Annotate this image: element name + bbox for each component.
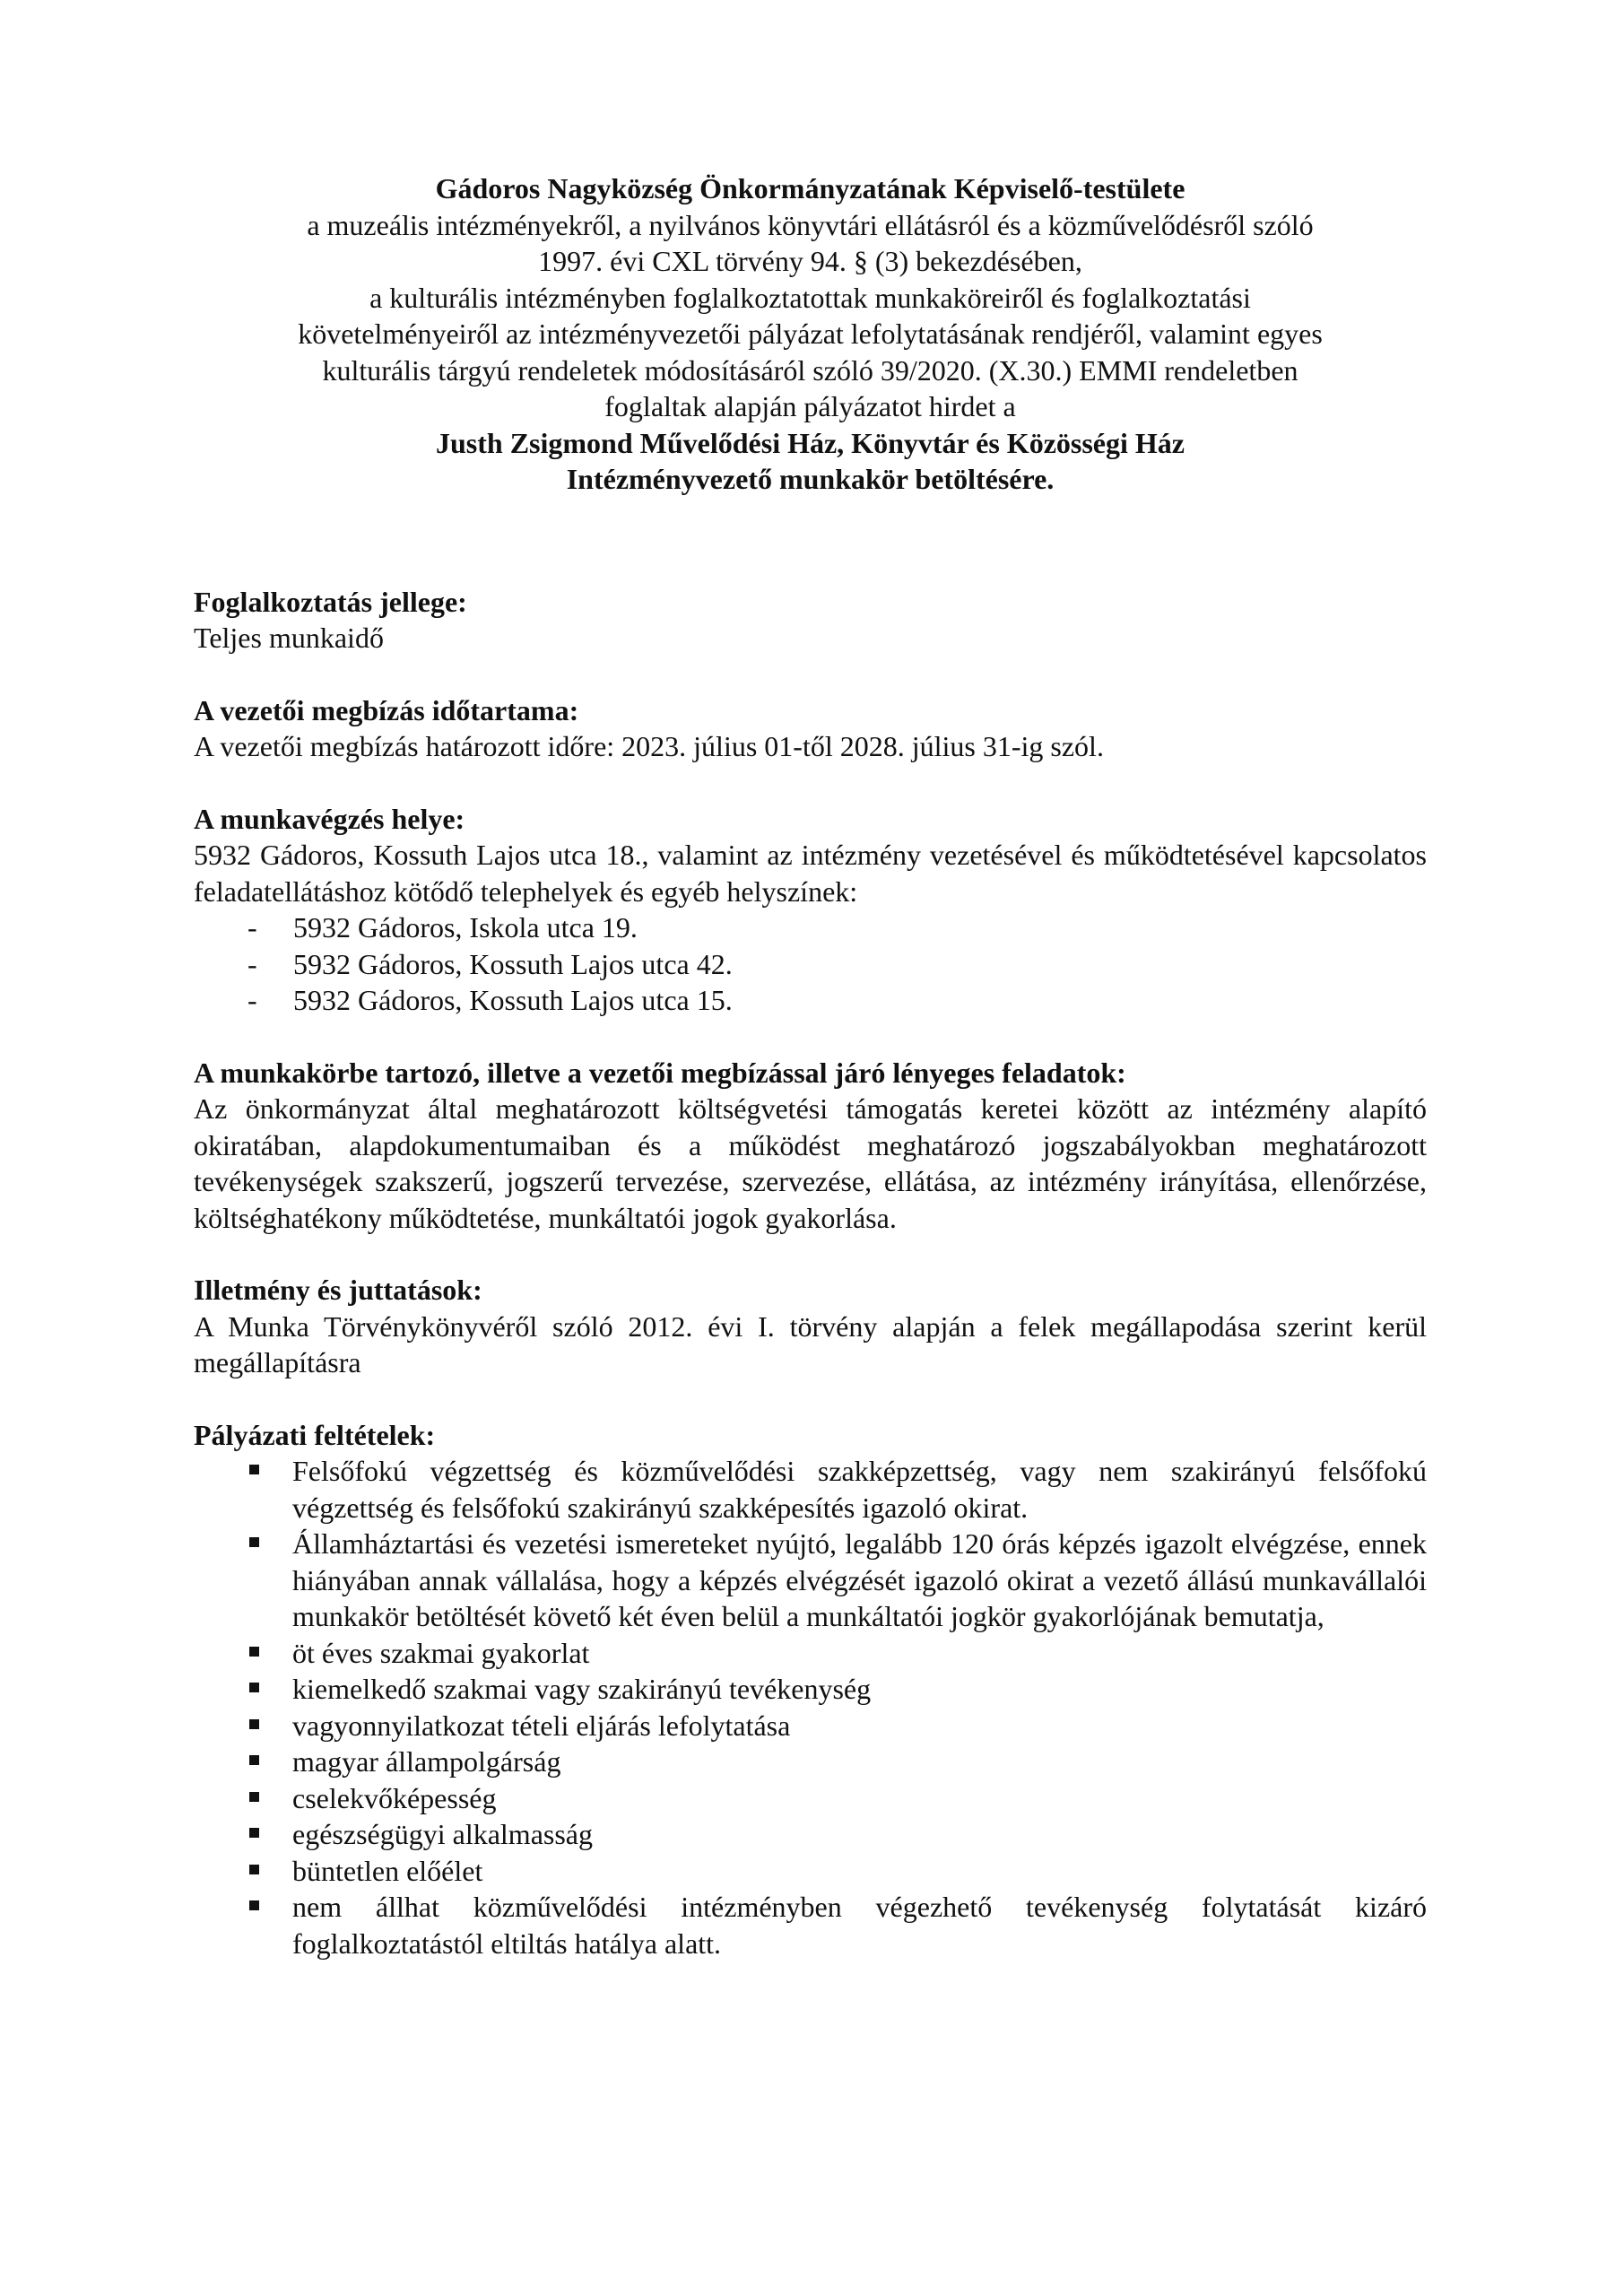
header-spacer [194, 498, 1427, 584]
condition-item [194, 1453, 1427, 1526]
section-title: A vezetői megbízás időtartama: [194, 693, 579, 726]
section-conditions [194, 1417, 1427, 1962]
condition-item [194, 1780, 1427, 1817]
square-bullet-icon [249, 1792, 259, 1802]
section-body: 5932 Gádoros, Kossuth Lajos utca 18., valamint az intézmény vezetésével és működtetésével kapcsolatos feladatellátáshoz kötődő telephelyek és egyéb helyszínek: [194, 839, 1427, 908]
conditions-list [194, 1453, 1427, 1961]
section-title: Foglalkoztatás jellege: [194, 585, 467, 618]
site-address: 5932 Gádoros, Kossuth Lajos utca 15. [293, 984, 733, 1016]
condition-item [194, 1526, 1427, 1635]
header-decree-reference-3: kulturális tárgyú rendeletek módosításáról szóló 39/2020. (X.30.) EMMI rendeletben [322, 353, 1298, 387]
square-bullet-icon [249, 1865, 259, 1874]
section-title: A munkakörbe tartozó, illetve a vezetői megbízással járó lényeges feladatok: [194, 1056, 1126, 1089]
section-body: Az önkormányzat által meghatározott költségvetési támogatás keretei között az intézmény alapító okiratában, alapdokumentumaiban és a működést meghatározó jogszabályokban meghatározott tevékenységek szakszerű, jogszerű tervezése, szervezése, ellátása, az intézmény irányítása, ellenőrzése, költséghatékony működtetése, munkáltatói jogok gyakorlása. [194, 1092, 1427, 1234]
document-header [194, 170, 1427, 498]
header-law-reference-1: a muzeális intézményekről, a nyilvános könyvtári ellátásról és a közművelődésről szóló [307, 208, 1314, 241]
site-address: 5932 Gádoros, Kossuth Lajos utca 42. [293, 947, 733, 980]
site-list-item [194, 946, 1427, 983]
condition-text: kiemelkedő szakmai vagy szakirányú tevékenység [292, 1673, 872, 1705]
site-address: 5932 Gádoros, Iskola utca 19. [293, 911, 638, 944]
square-bullet-icon [249, 1828, 259, 1838]
condition-item [194, 1708, 1427, 1744]
header-institution-name: Justh Zsigmond Művelődési Ház, Könyvtár és Közösségi Ház [436, 426, 1185, 459]
site-list [194, 909, 1427, 1019]
header-law-reference-2: 1997. évi CXL törvény 94. § (3) bekezdésében, [538, 245, 1082, 277]
condition-text: magyar állampolgárság [292, 1745, 561, 1778]
square-bullet-icon [249, 1719, 259, 1729]
section-title: Illetmény és juttatások: [194, 1274, 482, 1306]
square-bullet-icon [249, 1755, 259, 1765]
dash-marker: - [248, 911, 257, 944]
section-body: A vezetői megbízás határozott időre: 2023. július 01-től 2028. július 31-ig szól. [194, 730, 1104, 762]
section-location [194, 801, 1427, 1019]
condition-text: cselekvőképesség [292, 1781, 497, 1814]
condition-text: vagyonnyilatkozat tételi eljárás lefolytatása [292, 1709, 791, 1742]
condition-item [194, 1889, 1427, 1961]
condition-text: büntetlen előélet [292, 1854, 483, 1887]
section-duties [194, 1055, 1427, 1237]
condition-text: Államháztartási és vezetési ismereteket nyújtó, legalább 120 órás képzés igazolt elvégzése, ennek hiányában annak vállalása, hogy a képzés elvégzését igazoló okirat a vezető állású munkavállalói munkakör betöltését követő két éven belül a munkáltatói jogkör gyakorlójának bemutatja, [292, 1527, 1427, 1632]
header-announcement: foglaltak alapján pályázatot hirdet a [604, 390, 1016, 422]
dash-marker: - [248, 984, 257, 1016]
square-bullet-icon [249, 1647, 259, 1657]
header-position-title: Intézményvezető munkakör betöltésére. [566, 463, 1055, 495]
square-bullet-icon [249, 1465, 259, 1474]
section-employment-type [194, 584, 1427, 657]
header-council-name: Gádoros Nagyközség Önkormányzatának Képviselő-testülete [435, 172, 1185, 204]
condition-item [194, 1853, 1427, 1890]
condition-item [194, 1744, 1427, 1780]
dash-marker: - [248, 947, 257, 980]
section-salary [194, 1272, 1427, 1381]
site-list-item [194, 982, 1427, 1019]
section-title: Pályázati feltételek: [194, 1418, 436, 1451]
square-bullet-icon [249, 1683, 259, 1692]
section-body: Teljes munkaidő [194, 622, 384, 654]
section-title: A munkavégzés helye: [194, 802, 465, 835]
square-bullet-icon [249, 1900, 259, 1910]
condition-text: nem állhat közművelődési intézményben végezhető tevékenység folytatását kizáró foglalkoztatástól eltiltás hatálya alatt. [292, 1891, 1427, 1960]
condition-text: Felsőfokú végzettség és közművelődési szakképzettség, vagy nem szakirányú felsőfokú végzettség és felsőfokú szakirányú szakképesítés igazoló okirat. [292, 1455, 1427, 1524]
header-decree-reference-1: a kulturális intézményben foglalkoztatottak munkaköreiről és foglalkoztatási [369, 281, 1251, 314]
condition-text: egészségügyi alkalmasság [292, 1818, 593, 1850]
condition-item [194, 1635, 1427, 1672]
site-list-item [194, 909, 1427, 946]
condition-item [194, 1816, 1427, 1853]
square-bullet-icon [249, 1537, 259, 1547]
header-decree-reference-2: követelményeiről az intézményvezetői pályázat lefolytatásának rendjéről, valamint egyes [298, 317, 1323, 350]
section-duration [194, 692, 1427, 765]
condition-text: öt éves szakmai gyakorlat [292, 1636, 590, 1669]
condition-item [194, 1671, 1427, 1708]
section-body: A Munka Törvénykönyvéről szóló 2012. évi I. törvény alapján a felek megállapodása szerint kerül megállapításra [194, 1309, 1427, 1378]
